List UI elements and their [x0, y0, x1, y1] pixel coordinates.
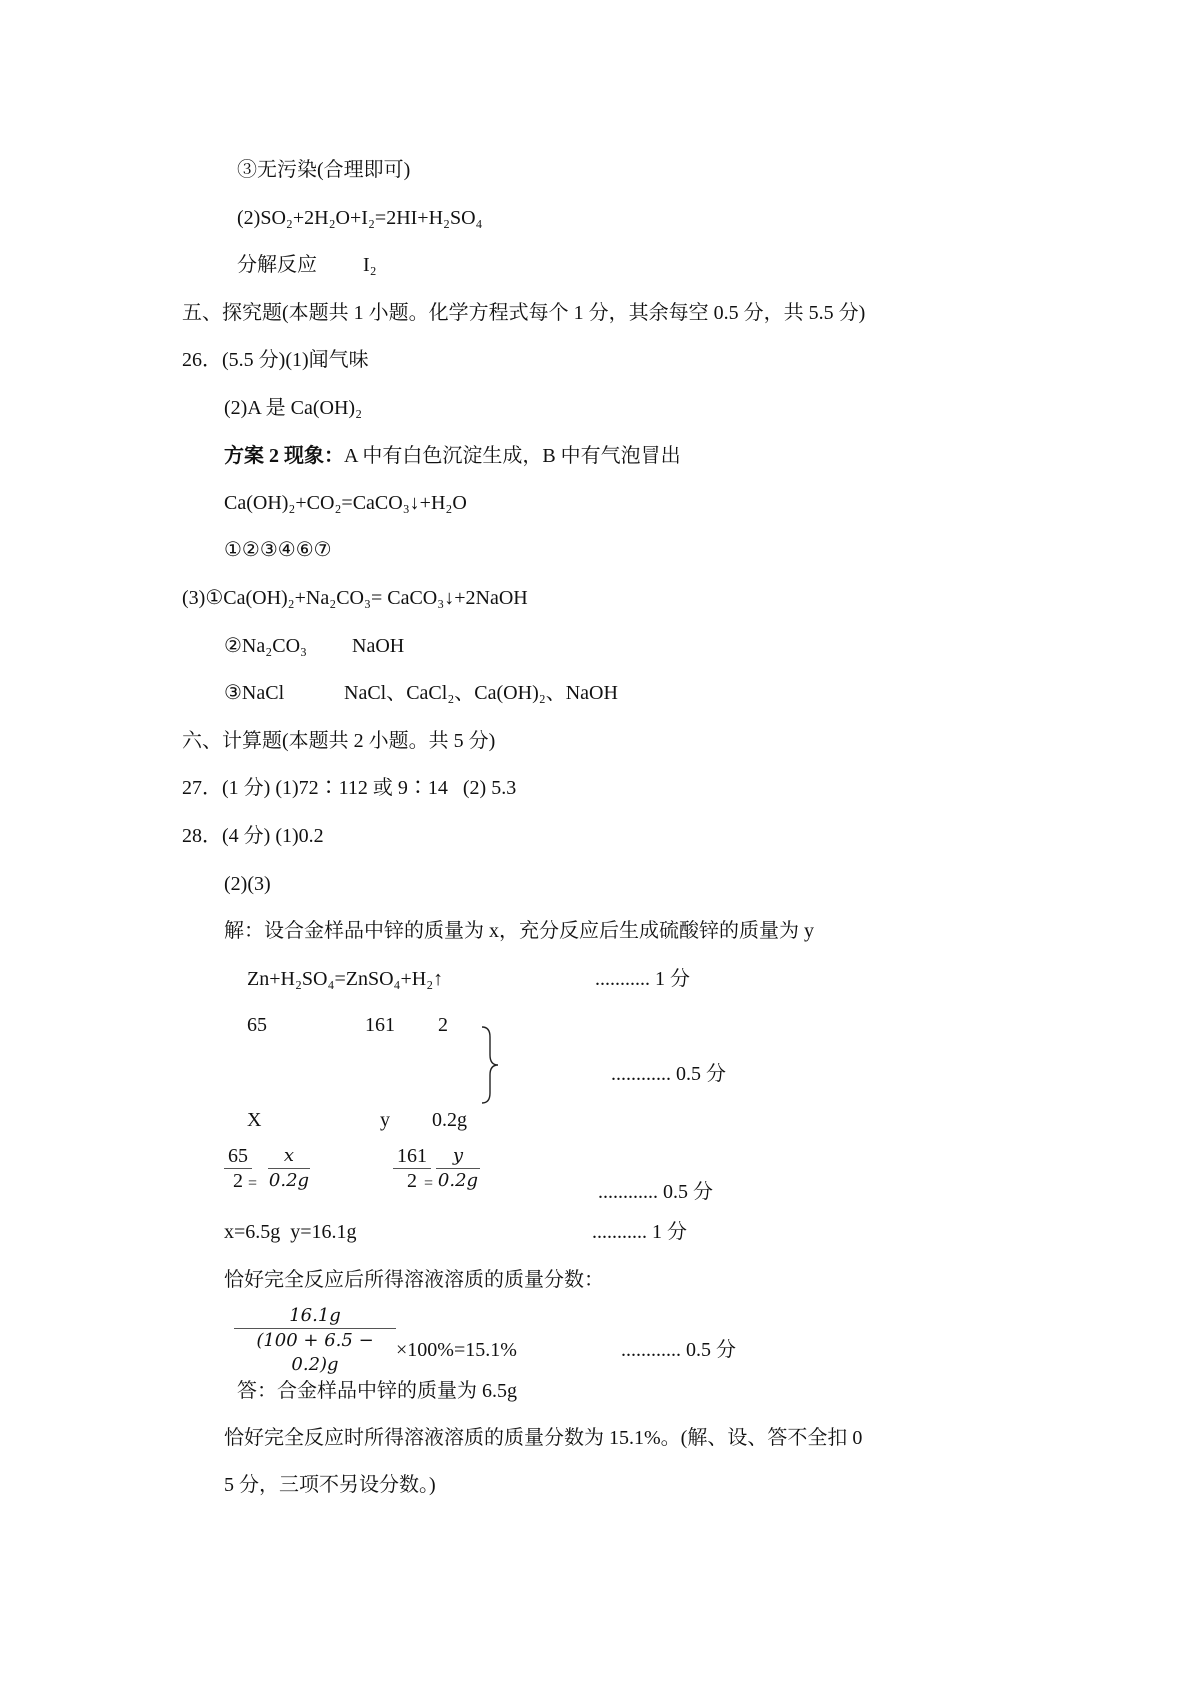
fraction: 16.1g (100 + 6.5 − 0.2)g	[234, 1304, 396, 1377]
score-note: ........... 1 分	[595, 968, 690, 990]
fraction: 161 2	[393, 1144, 431, 1193]
text-line: 恰好完全反应后所得溶液溶质的质量分数：	[224, 1269, 604, 1291]
fraction: y 0.2g	[437, 1145, 479, 1191]
question-line: 27．(1 分) (1)72∶112 或 9∶14 (2) 5.3	[182, 777, 517, 799]
equals-sign: =	[424, 1175, 434, 1192]
answer-line: 答：合金样品中锌的质量为 6.5g	[237, 1380, 517, 1402]
text-line: ②Na₂CO₃	[224, 635, 307, 657]
brace-icon	[478, 1025, 502, 1105]
answer-line: 5 分，三项不另设分数。)	[224, 1474, 436, 1496]
molar-mass: 65	[247, 1014, 267, 1036]
molar-mass: 161	[365, 1014, 395, 1036]
score-note: ............ 0.5 分	[621, 1339, 736, 1361]
text-line: 解：设合金样品中锌的质量为 x，充分反应后生成硫酸锌的质量为 y	[224, 920, 814, 942]
text-line: NaCl、CaCl₂、Ca(OH)₂、NaOH	[344, 682, 618, 704]
variable: y	[380, 1109, 390, 1131]
text-line: 分解反应	[237, 254, 317, 276]
molar-mass: 2	[438, 1014, 448, 1036]
text-line	[224, 444, 681, 468]
score-note: ........... 1 分	[592, 1221, 687, 1243]
text-line: ①②③④⑥⑦	[224, 539, 332, 561]
question-line: 26．(5.5 分)(1)闻气味	[182, 349, 369, 371]
equals-sign: =	[248, 1175, 258, 1192]
text-line: ×100%=15.1%	[396, 1339, 517, 1361]
answer-line: 恰好完全反应时所得溶液溶质的质量分数为 15.1%。(解、设、答不全扣 0	[224, 1427, 863, 1449]
section-heading: 六、计算题(本题共 2 小题。共 5 分)	[182, 730, 496, 752]
text-line: (2)A 是 Ca(OH)₂	[224, 397, 363, 419]
question-line: 28．(4 分) (1)0.2	[182, 825, 324, 847]
text-line: (2)(3)	[224, 873, 271, 895]
fraction: x 0.2g	[268, 1145, 310, 1191]
score-note: ............ 0.5 分	[598, 1181, 713, 1203]
variable: 0.2g	[432, 1109, 467, 1131]
text-line: I₂	[363, 254, 377, 276]
text-line: ③NaCl	[224, 682, 285, 704]
equation-line: Ca(OH)₂+CO₂=CaCO₃↓+H₂O	[224, 492, 467, 514]
equation-line: Zn+H₂SO₄=ZnSO₄+H₂↑	[247, 968, 444, 990]
result-line: x=6.5g y=16.1g	[224, 1221, 357, 1243]
score-note: ............ 0.5 分	[611, 1063, 726, 1085]
plan-label: 方案 2 现象：	[224, 445, 344, 467]
variable: X	[247, 1109, 262, 1131]
plan-text: A 中有白色沉淀生成，B 中有气泡冒出	[344, 445, 681, 467]
equation-line: (2)SO₂+2H₂O+I₂=2HI+H₂SO₄	[237, 207, 483, 229]
fraction: 65 2	[224, 1144, 252, 1193]
section-heading: 五、探究题(本题共 1 小题。化学方程式每个 1 分，其余每空 0.5 分，共 5.5 分)	[182, 302, 866, 324]
equation-line: (3)①Ca(OH)₂+Na₂CO₃= CaCO₃↓+2NaOH	[182, 587, 528, 609]
text-line: NaOH	[352, 635, 405, 657]
text-line: ③无污染(合理即可)	[237, 159, 411, 181]
